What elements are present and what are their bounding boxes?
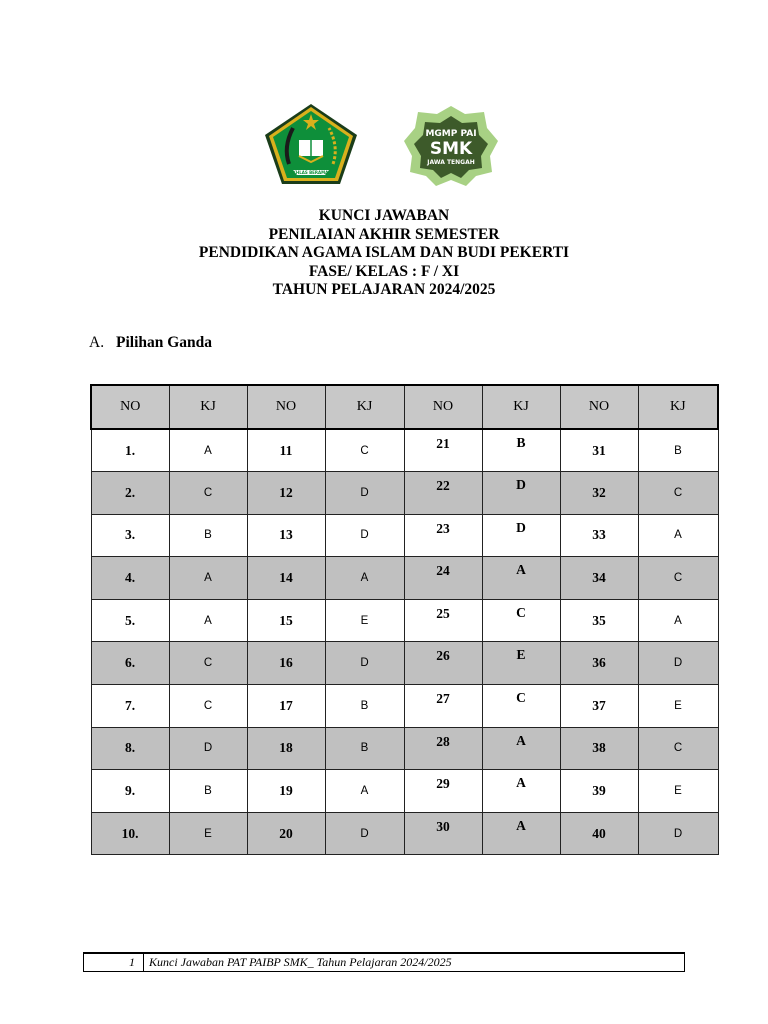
answer-key-cell: B	[169, 514, 247, 557]
question-number-cell: 33	[560, 514, 638, 557]
question-number-cell: 12	[247, 472, 325, 515]
answer-key-cell: C	[325, 429, 404, 472]
column-header-no: NO	[247, 385, 325, 429]
answer-key-table	[90, 384, 719, 855]
title-line-2: PENILAIAN AKHIR SEMESTER	[268, 225, 500, 243]
table-row	[91, 685, 718, 728]
answer-key-cell: A	[638, 514, 718, 557]
answer-key-cell: C	[169, 472, 247, 515]
table-row	[91, 557, 718, 600]
answer-key-cell: D	[325, 812, 404, 855]
answer-key-cell: A	[482, 557, 560, 600]
mgmp-line2: SMK	[429, 139, 473, 159]
answer-key-cell: E	[325, 599, 404, 642]
question-number-cell: 28	[404, 727, 482, 770]
answer-key-cell: A	[169, 599, 247, 642]
question-number-cell: 15	[247, 599, 325, 642]
question-number-cell: 13	[247, 514, 325, 557]
question-number-cell: 3.	[91, 514, 169, 557]
column-header-no: NO	[404, 385, 482, 429]
question-number-cell: 32	[560, 472, 638, 515]
question-number-cell: 34	[560, 557, 638, 600]
column-header-no: NO	[91, 385, 169, 429]
question-number-cell: 11	[247, 429, 325, 472]
document-title	[0, 207, 768, 300]
column-header-kj: KJ	[482, 385, 560, 429]
title-line-4: FASE/ KELAS : F / XI	[308, 262, 460, 280]
answer-key-cell: D	[638, 812, 718, 855]
answer-key-cell: B	[325, 727, 404, 770]
question-number-cell: 7.	[91, 685, 169, 728]
answer-key-cell: C	[169, 685, 247, 728]
question-number-cell: 14	[247, 557, 325, 600]
question-number-cell: 23	[404, 514, 482, 557]
answer-key-cell: D	[169, 727, 247, 770]
title-line-5: TAHUN PELAJARAN 2024/2025	[272, 281, 496, 298]
answer-key-cell: B	[482, 429, 560, 472]
question-number-cell: 24	[404, 557, 482, 600]
mgmp-pai-logo	[404, 106, 498, 186]
answer-key-cell: C	[638, 727, 718, 770]
table-row	[91, 472, 718, 515]
question-number-cell: 27	[404, 685, 482, 728]
answer-key-cell: C	[482, 599, 560, 642]
answer-key-cell: C	[169, 642, 247, 685]
question-number-cell: 29	[404, 770, 482, 813]
page-footer	[83, 952, 685, 972]
question-number-cell: 36	[560, 642, 638, 685]
question-number-cell: 1.	[91, 429, 169, 472]
answer-key-cell: D	[325, 642, 404, 685]
answer-key-cell: D	[482, 472, 560, 515]
question-number-cell: 9.	[91, 770, 169, 813]
question-number-cell: 16	[247, 642, 325, 685]
question-number-cell: 25	[404, 599, 482, 642]
table-header-row	[91, 385, 718, 429]
table-row	[91, 514, 718, 557]
column-header-kj: KJ	[638, 385, 718, 429]
answer-key-cell: A	[482, 727, 560, 770]
answer-key-cell: A	[169, 429, 247, 472]
answer-key-cell: D	[325, 514, 404, 557]
question-number-cell: 17	[247, 685, 325, 728]
title-line-1: KUNCI JAWABAN	[318, 207, 450, 224]
answer-key-cell: A	[325, 770, 404, 813]
question-number-cell: 26	[404, 642, 482, 685]
section-label: Pilihan Ganda	[116, 334, 213, 351]
question-number-cell: 6.	[91, 642, 169, 685]
answer-key-cell: B	[638, 429, 718, 472]
title-line-3: PENDIDIKAN AGAMA ISLAM DAN BUDI PEKERTI	[198, 244, 570, 261]
column-header-no: NO	[560, 385, 638, 429]
question-number-cell: 37	[560, 685, 638, 728]
column-header-kj: KJ	[325, 385, 404, 429]
table-row	[91, 727, 718, 770]
question-number-cell: 4.	[91, 557, 169, 600]
section-letter: A.	[89, 334, 105, 351]
mgmp-line3: JAWA TENGAH	[427, 159, 475, 166]
answer-key-cell: E	[482, 642, 560, 685]
table-row	[91, 599, 718, 642]
question-number-cell: 18	[247, 727, 325, 770]
table-row	[91, 429, 718, 472]
footer-text: Kunci Jawaban PAT PAIBP SMK_ Tahun Pelajaran 2024/2025	[149, 955, 452, 969]
answer-key-cell: A	[638, 599, 718, 642]
table-row	[91, 812, 718, 855]
answer-key-cell: A	[325, 557, 404, 600]
question-number-cell: 30	[404, 812, 482, 855]
question-number-cell: 39	[560, 770, 638, 813]
question-number-cell: 21	[404, 429, 482, 472]
footer-page-number: 1	[84, 954, 144, 971]
answer-key-cell: D	[325, 472, 404, 515]
answer-key-cell: E	[638, 770, 718, 813]
answer-key-cell: A	[482, 770, 560, 813]
question-number-cell: 19	[247, 770, 325, 813]
answer-key-cell: E	[638, 685, 718, 728]
kemenag-logo	[263, 102, 359, 186]
answer-key-cell: B	[169, 770, 247, 813]
answer-key-cell: D	[638, 642, 718, 685]
answer-key-cell: D	[482, 514, 560, 557]
mgmp-line1: MGMP PAI	[425, 129, 477, 139]
question-number-cell: 38	[560, 727, 638, 770]
kemenag-caption: IKHLAS BERAMAL	[291, 170, 331, 175]
answer-key-cell: A	[169, 557, 247, 600]
answer-key-cell: C	[482, 685, 560, 728]
question-number-cell: 22	[404, 472, 482, 515]
answer-key-cell: E	[169, 812, 247, 855]
column-header-kj: KJ	[169, 385, 247, 429]
table-row	[91, 642, 718, 685]
question-number-cell: 10.	[91, 812, 169, 855]
answer-key-cell: A	[482, 812, 560, 855]
table-row	[91, 770, 718, 813]
question-number-cell: 40	[560, 812, 638, 855]
question-number-cell: 5.	[91, 599, 169, 642]
question-number-cell: 20	[247, 812, 325, 855]
question-number-cell: 31	[560, 429, 638, 472]
answer-key-cell: C	[638, 557, 718, 600]
section-heading	[89, 334, 212, 352]
question-number-cell: 35	[560, 599, 638, 642]
answer-key-cell: C	[638, 472, 718, 515]
question-number-cell: 8.	[91, 727, 169, 770]
header-logos	[0, 100, 768, 190]
question-number-cell: 2.	[91, 472, 169, 515]
answer-key-cell: B	[325, 685, 404, 728]
